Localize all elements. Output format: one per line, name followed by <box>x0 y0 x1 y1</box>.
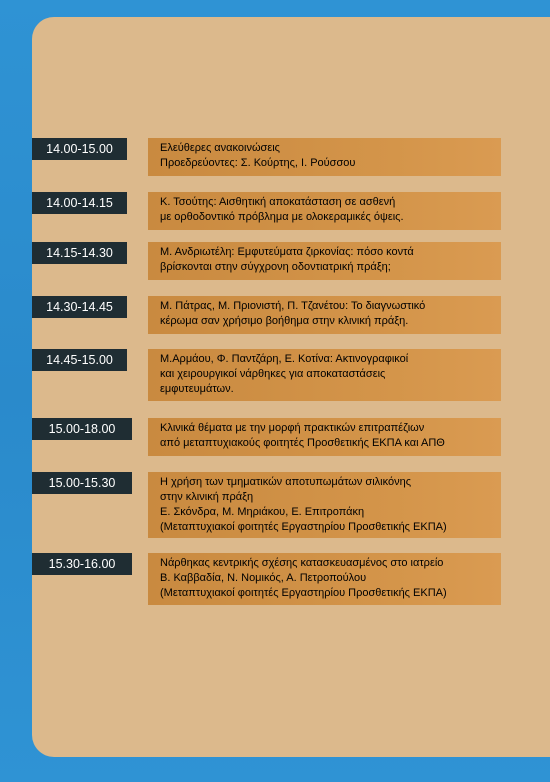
session-line: εμφυτευμάτων. <box>160 383 234 395</box>
time-label: 15.00-18.00 <box>32 418 132 440</box>
time-label: 14.00-15.00 <box>32 138 127 160</box>
session-line: Ελεύθερες ανακοινώσεις <box>160 142 280 154</box>
time-label: 14.00-14.15 <box>32 192 127 214</box>
time-label: 14.15-14.30 <box>32 242 127 264</box>
session-description <box>148 296 501 334</box>
session-line: και χειρουργικοί νάρθηκες για αποκαταστάσεις <box>160 368 386 380</box>
session-description <box>148 553 501 605</box>
session-description <box>148 349 501 401</box>
session-line: Προεδρεύοντες: Σ. Κούρτης, Ι. Ρούσσου <box>160 157 356 169</box>
session-line: Η χρήση των τμηματικών αποτυπωμάτων σιλικόνης <box>160 476 411 488</box>
session-line: κέρωμα σαν χρήσιμο βοήθημα στην κλινική πράξη. <box>160 315 409 327</box>
session-line: Κ. Τσούτης: Αισθητική αποκατάσταση σε ασθενή <box>160 196 396 208</box>
session-line: στην κλινική πράξη <box>160 491 254 503</box>
time-label: 14.45-15.00 <box>32 349 127 371</box>
session-line: από μεταπτυχιακούς φοιτητές Προσθετικής ΕΚΠΑ και ΑΠΘ <box>160 437 445 449</box>
session-line: βρίσκονται στην σύγχρονη οδοντιατρική πράξη; <box>160 261 391 273</box>
session-description <box>148 242 501 280</box>
time-label: 14.30-14.45 <box>32 296 127 318</box>
session-line: Μ. Ανδριωτέλη: Εμφυτεύματα ζιρκονίας: πόσο κοντά <box>160 246 414 258</box>
session-line: με ορθοδοντικό πρόβλημα με ολοκεραμικές όψεις. <box>160 211 404 223</box>
time-label: 15.00-15.30 <box>32 472 132 494</box>
session-line: Ε. Σκόνδρα, Μ. Μηριάκου, Ε. Επιτροπάκη <box>160 506 365 518</box>
session-line: Β. Καββαδία, Ν. Νομικός, Α. Πετροπούλου <box>160 572 367 584</box>
session-line: Κλινικά θέματα με την μορφή πρακτικών επιτραπέζιων <box>160 422 425 434</box>
session-description <box>148 472 501 538</box>
time-label: 15.30-16.00 <box>32 553 132 575</box>
session-description <box>148 418 501 456</box>
session-description <box>148 192 501 230</box>
session-line: Νάρθηκας κεντρικής σχέσης κατασκευασμένος στο ιατρείο <box>160 557 444 569</box>
session-line: (Μεταπτυχιακοί φοιτητές Εργαστηρίου Προσθετικής ΕΚΠΑ) <box>160 521 447 533</box>
session-line: Μ.Αρμάου, Φ. Παντζάρη, Ε. Κοτίνα: Ακτινογραφικοί <box>160 353 409 365</box>
session-line: Μ. Πάτρας, Μ. Πριονιστή, Π. Τζανέτου: Το διαγνωστικό <box>160 300 426 312</box>
session-description <box>148 138 501 176</box>
session-line: (Μεταπτυχιακοί φοιτητές Εργαστηρίου Προσθετικής ΕΚΠΑ) <box>160 587 447 599</box>
